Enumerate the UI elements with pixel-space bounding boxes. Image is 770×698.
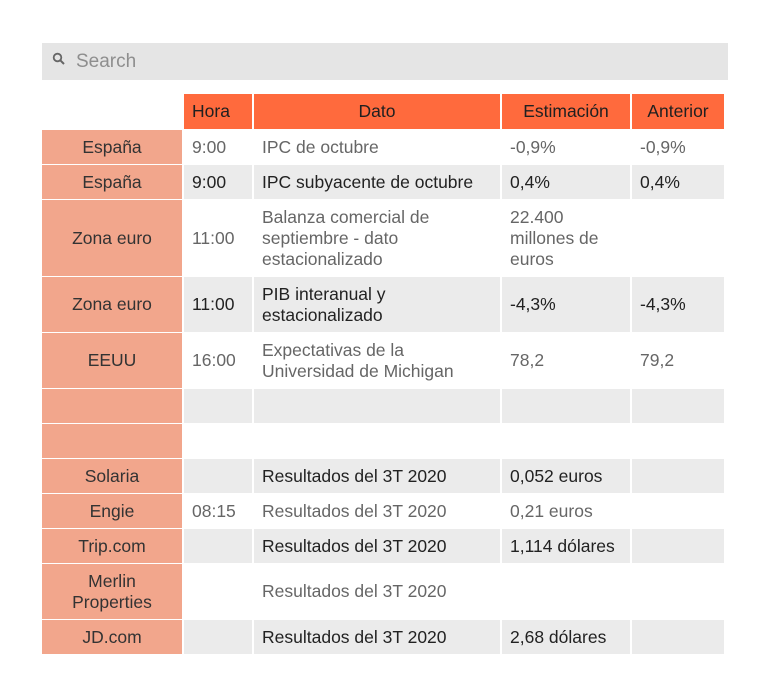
previous-cell: [632, 389, 726, 424]
country-cell: Engie: [42, 494, 184, 529]
indicator-cell: Resultados del 3T 2020: [254, 564, 502, 620]
indicator-cell: Resultados del 3T 2020: [254, 529, 502, 564]
header-empty-cell: [42, 94, 184, 130]
estimate-cell: -4,3%: [502, 277, 632, 333]
time-cell: [184, 564, 254, 620]
country-cell: JD.com: [42, 620, 184, 655]
time-cell: [184, 620, 254, 655]
table-row: [42, 389, 726, 424]
time-cell: 08:15: [184, 494, 254, 529]
country-cell: [42, 424, 184, 459]
estimate-cell: -0,9%: [502, 130, 632, 165]
table-row: [42, 529, 726, 564]
header-hora: Hora: [184, 94, 254, 130]
indicator-cell: IPC subyacente de octubre: [254, 165, 502, 200]
previous-cell: [632, 529, 726, 564]
country-cell: España: [42, 130, 184, 165]
header-dato: Dato: [254, 94, 502, 130]
table-row: [42, 130, 726, 165]
table-row: [42, 494, 726, 529]
indicator-cell: Balanza comercial de septiembre - dato estacionalizado: [254, 200, 502, 277]
indicator-cell: Resultados del 3T 2020: [254, 620, 502, 655]
header-anterior: Anterior: [632, 94, 726, 130]
previous-cell: [632, 424, 726, 459]
estimate-cell: 0,052 euros: [502, 459, 632, 494]
table-row: [42, 165, 726, 200]
estimate-cell: 0,4%: [502, 165, 632, 200]
previous-cell: [632, 459, 726, 494]
indicator-cell: Resultados del 3T 2020: [254, 494, 502, 529]
previous-cell: 79,2: [632, 333, 726, 389]
table-row: [42, 424, 726, 459]
time-cell: [184, 424, 254, 459]
previous-cell: -0,9%: [632, 130, 726, 165]
estimate-cell: 22.400 millones de euros: [502, 200, 632, 277]
search-bar[interactable]: [42, 43, 728, 80]
estimate-cell: 0,21 euros: [502, 494, 632, 529]
country-cell: Merlin Properties: [42, 564, 184, 620]
time-cell: 11:00: [184, 200, 254, 277]
indicator-cell: PIB interanual y estacionalizado: [254, 277, 502, 333]
country-cell: Trip.com: [42, 529, 184, 564]
time-cell: [184, 459, 254, 494]
table-row: [42, 620, 726, 655]
previous-cell: 0,4%: [632, 165, 726, 200]
country-cell: EEUU: [42, 333, 184, 389]
country-cell: Solaria: [42, 459, 184, 494]
previous-cell: [632, 494, 726, 529]
table-row: [42, 459, 726, 494]
country-cell: España: [42, 165, 184, 200]
economic-calendar-table: [42, 94, 726, 655]
indicator-cell: [254, 424, 502, 459]
table-row: [42, 564, 726, 620]
table-header-row: [42, 94, 726, 130]
indicator-cell: IPC de octubre: [254, 130, 502, 165]
country-cell: Zona euro: [42, 200, 184, 277]
country-cell: [42, 389, 184, 424]
previous-cell: [632, 564, 726, 620]
indicator-cell: [254, 389, 502, 424]
search-icon: [52, 52, 66, 66]
search-input[interactable]: [76, 43, 716, 80]
time-cell: 11:00: [184, 277, 254, 333]
estimate-cell: [502, 424, 632, 459]
estimate-cell: [502, 564, 632, 620]
estimate-cell: [502, 389, 632, 424]
time-cell: [184, 529, 254, 564]
previous-cell: [632, 620, 726, 655]
estimate-cell: 1,114 dólares: [502, 529, 632, 564]
time-cell: 9:00: [184, 130, 254, 165]
table-row: [42, 333, 726, 389]
table-row: [42, 277, 726, 333]
time-cell: 16:00: [184, 333, 254, 389]
previous-cell: -4,3%: [632, 277, 726, 333]
previous-cell: [632, 200, 726, 277]
header-estimacion: Estimación: [502, 94, 632, 130]
country-cell: Zona euro: [42, 277, 184, 333]
indicator-cell: Resultados del 3T 2020: [254, 459, 502, 494]
estimate-cell: 78,2: [502, 333, 632, 389]
estimate-cell: 2,68 dólares: [502, 620, 632, 655]
indicator-cell: Expectativas de la Universidad de Michigan: [254, 333, 502, 389]
table-row: [42, 200, 726, 277]
time-cell: [184, 389, 254, 424]
time-cell: 9:00: [184, 165, 254, 200]
